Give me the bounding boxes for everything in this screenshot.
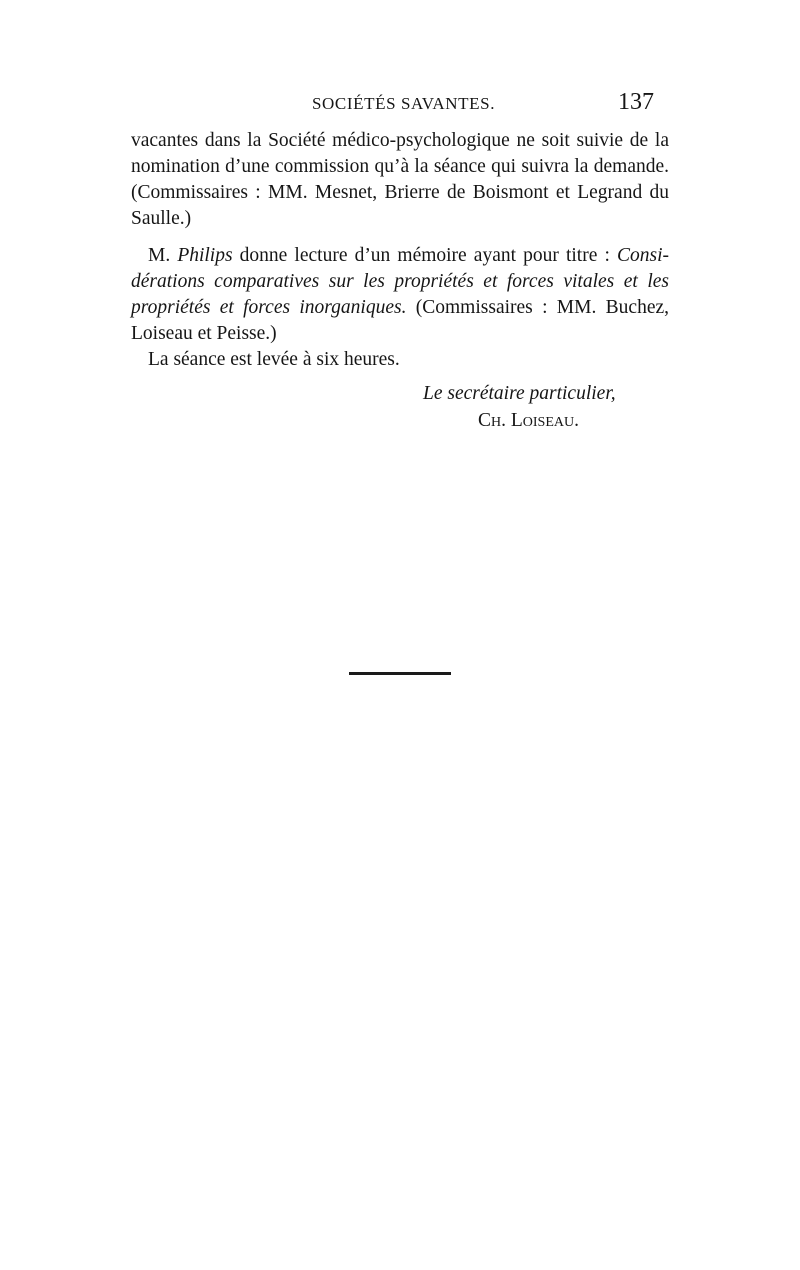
page-number: 137 (618, 89, 654, 115)
paragraph-2-line-3-text: (Commissaires : MM. Buchez, (406, 297, 670, 318)
paragraph-1-line-3: (Commissaires : MM. Mesnet, Brierre de Boismont et Legrand du (131, 182, 669, 203)
closing-rule (349, 672, 451, 675)
memoir-title-start: Consi- (616, 245, 669, 266)
paragraph-2-line-4: Loiseau et Peisse.) (131, 323, 277, 344)
memoir-title-end: propriétés et forces inorganiques. (131, 297, 407, 318)
paragraph-1-line-2: nomination d’une commission qu’à la séance qui suivra la demande. (131, 156, 669, 177)
memoir-title-middle: dérations comparatives sur les propriétés et forces vitales et les (131, 271, 669, 292)
signature-role: Le secrétaire particulier, (423, 383, 616, 404)
paragraph-2-line-1 (148, 243, 669, 269)
speaker-prefix: M. (148, 245, 178, 266)
paragraph-3-line: La séance est levée à six heures. (148, 349, 400, 370)
signature-name: Ch. Loiseau. (478, 410, 579, 431)
paragraph-2-line-3 (131, 295, 669, 321)
paragraph-2-line-1-text: donne lecture d’un mémoire ayant pour titre : (232, 245, 617, 266)
running-title: SOCIÉTÉS SAVANTES. (312, 94, 496, 113)
paragraph-1-line-4: Saulle.) (131, 208, 192, 229)
paragraph-2-line-2 (131, 269, 669, 295)
paragraph-1-line-1: vacantes dans la Société médico-psychologique ne soit suivie de la (131, 130, 669, 151)
speaker-name: Philips (177, 245, 233, 266)
